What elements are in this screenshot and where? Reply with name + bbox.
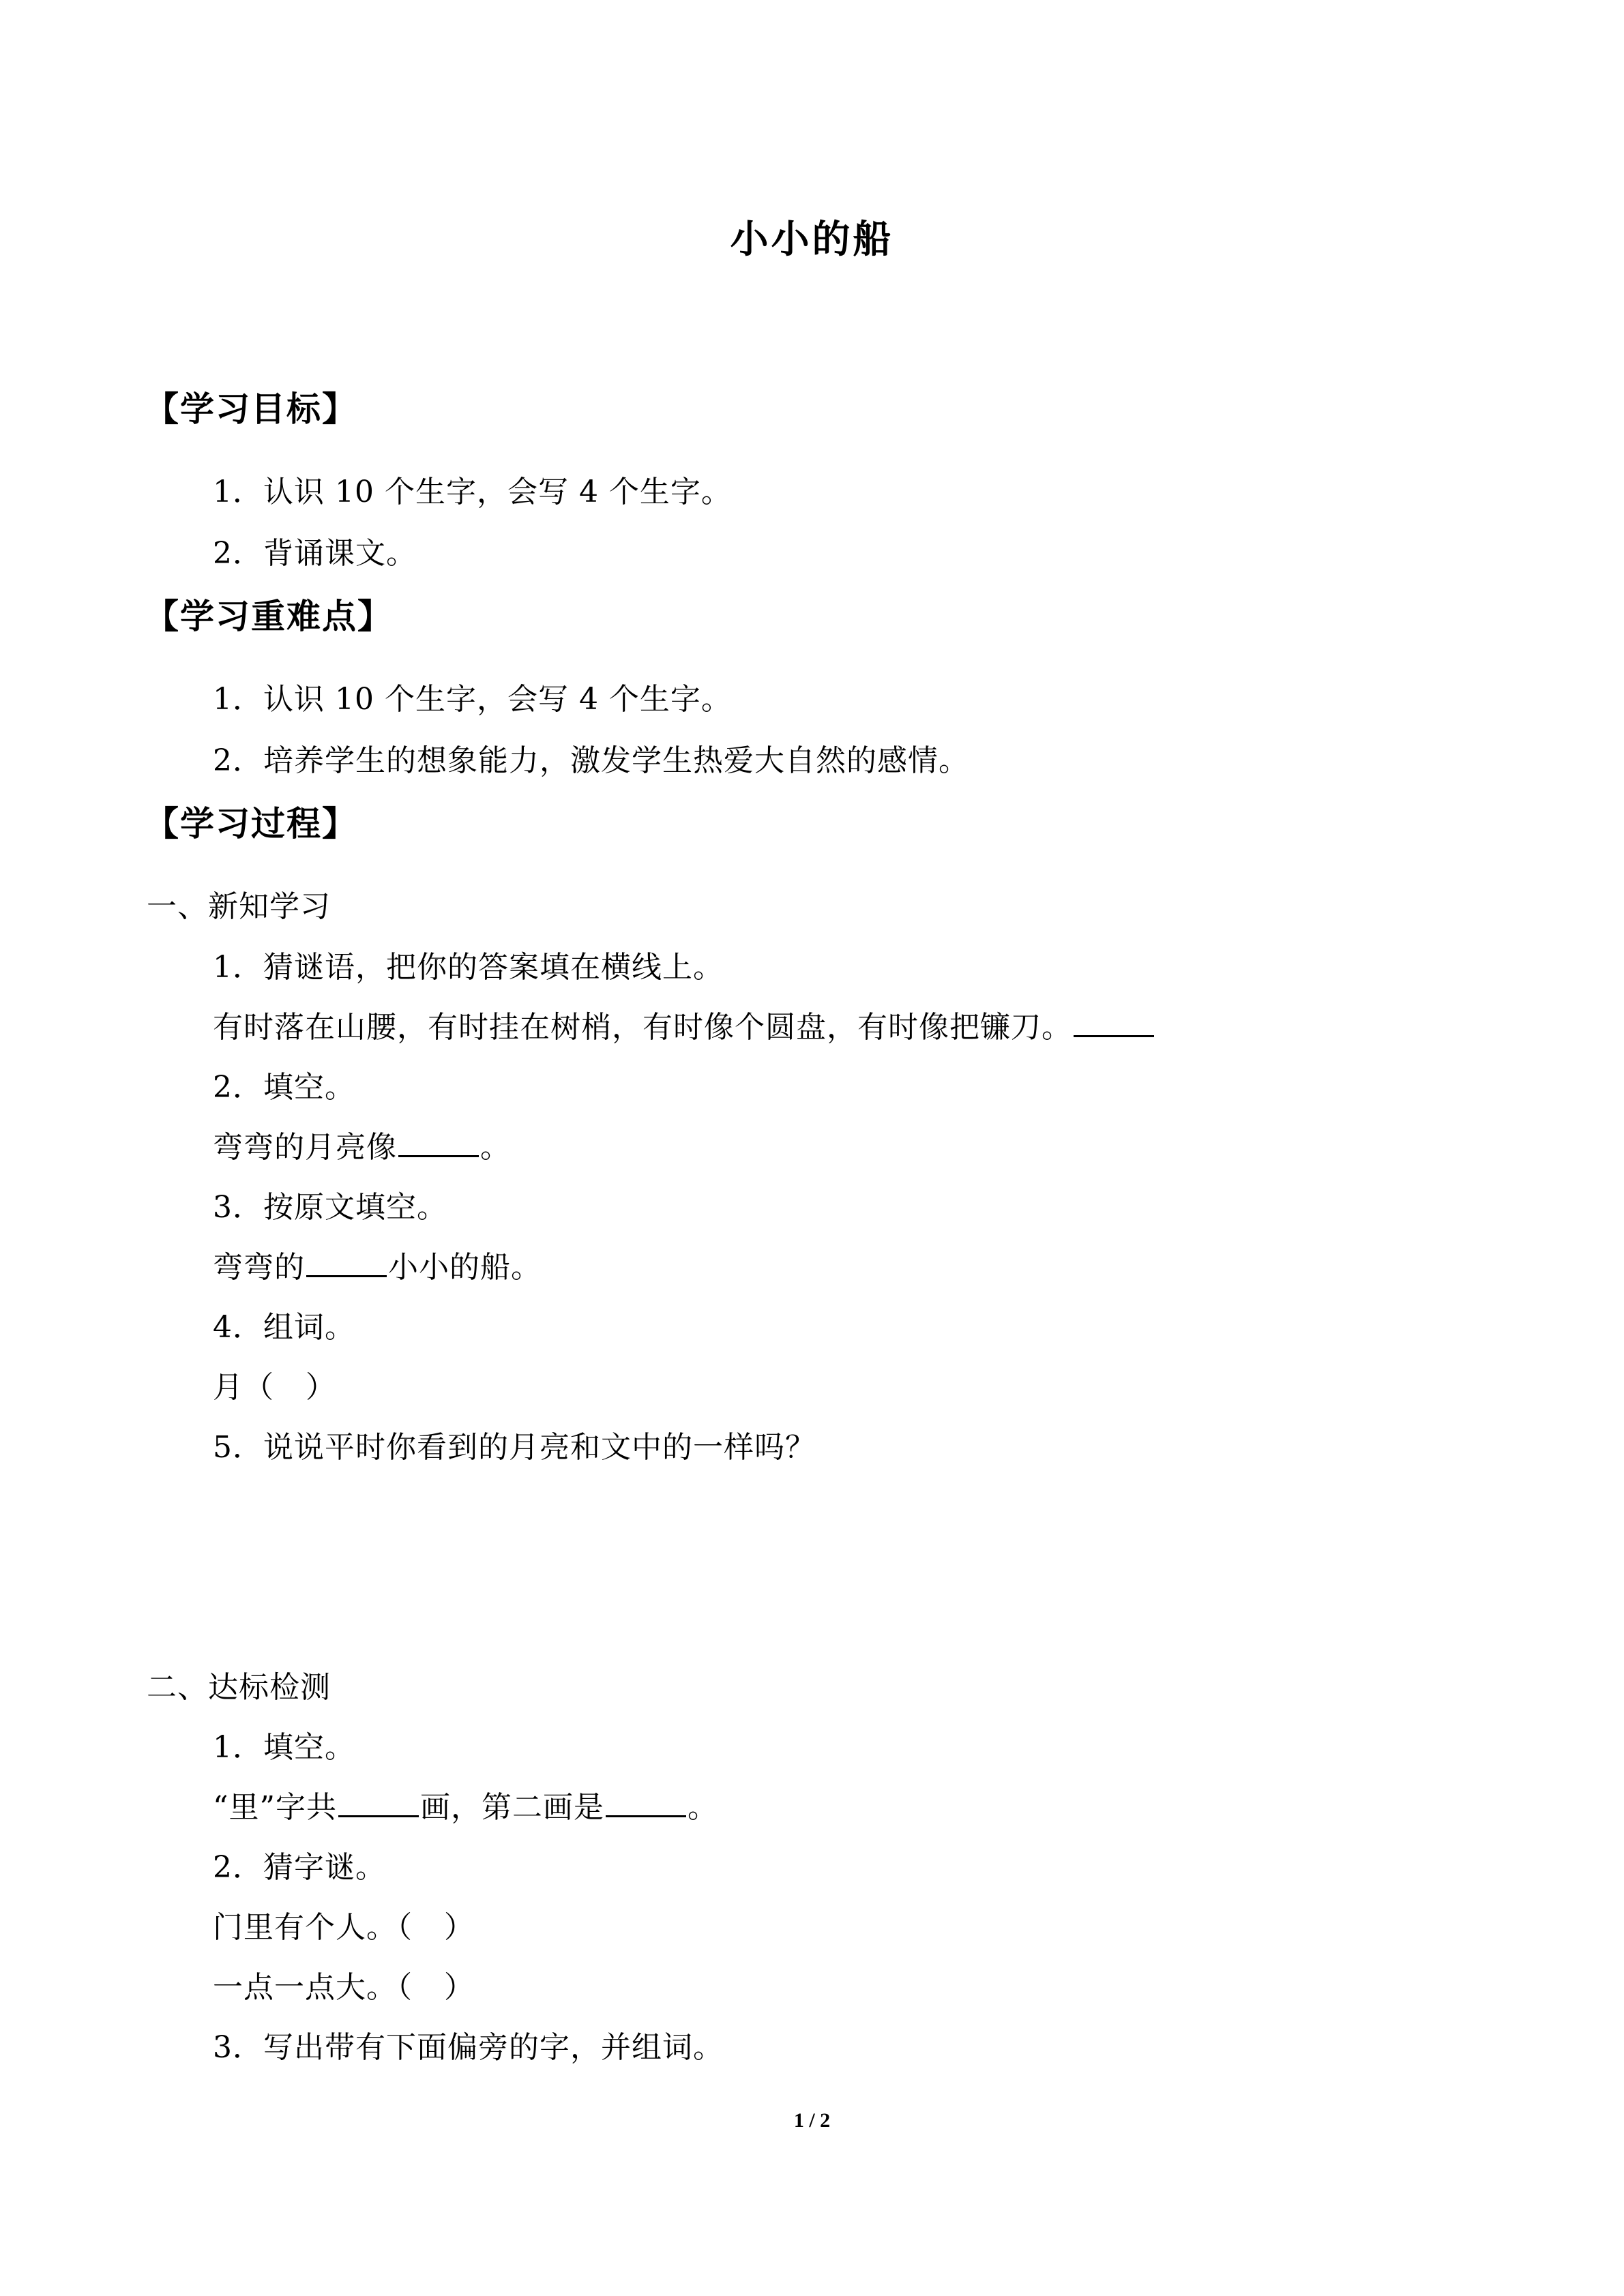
part1-q2-text (213, 1126, 511, 1169)
part2-q2-label: 2．猜字谜。 (213, 1850, 386, 1885)
answer-blank (1074, 1007, 1154, 1037)
part2-riddle1-text: 门里有个人。（ (213, 1910, 413, 1945)
section-heading-keypoints: 【学习重难点】 (145, 597, 393, 636)
part1-q2-text-a: 弯弯的月亮像 (213, 1130, 397, 1165)
part2-q1-label: 1．填空。 (213, 1730, 355, 1765)
part1-q4-label: 4．组词。 (213, 1310, 355, 1345)
goal-item-2: 2．背诵课文。 (213, 536, 417, 571)
part1-heading: 一、新知学习 (147, 889, 331, 924)
part1-q3-text-b: 小小的船。 (388, 1250, 542, 1285)
part2-q1-text-b: 画，第二画是 (420, 1790, 604, 1825)
part1-q4-text (213, 1366, 336, 1410)
keypoint-item-1: 1．认识 10 个生字，会写 4 个生字。 (213, 682, 732, 717)
section-heading-process: 【学习过程】 (145, 804, 357, 844)
keypoint-item-2: 2．培养学生的想象能力，激发学生热爱大自然的感情。 (213, 743, 969, 778)
part1-q3-text (213, 1246, 542, 1289)
page-number: 1 / 2 (793, 2109, 831, 2132)
goal-item-1: 1．认识 10 个生字，会写 4 个生字。 (213, 475, 732, 509)
part1-q1-riddle: 有时落在山腰，有时挂在树梢，有时像个圆盘，有时像把镰刀。 (213, 1010, 1072, 1045)
part2-q3-label: 3．写出带有下面偏旁的字，并组词。 (213, 2030, 724, 2065)
part1-q2-text-b: 。 (480, 1130, 511, 1165)
part2-q2-riddle-1 (213, 1906, 475, 1950)
part2-riddle2-text: 一点一点大。（ (213, 1970, 413, 2005)
answer-blank (306, 1247, 387, 1277)
part1-q2-label: 2．填空。 (213, 1070, 355, 1105)
answer-blank (606, 1787, 686, 1817)
section-heading-goals: 【学习目标】 (145, 389, 357, 429)
part2-q2-riddle-2 (213, 1966, 475, 2010)
part1-q4-text-a: 月（ (213, 1370, 274, 1405)
part2-riddle1-close: ） (444, 1910, 475, 1945)
part2-q1-text-a: “里”字共 (213, 1790, 337, 1825)
part1-q3-text-a: 弯弯的 (213, 1250, 305, 1285)
page-title: 小小的船 (730, 218, 894, 262)
answer-blank (398, 1127, 479, 1157)
part2-q1-text-c: 。 (688, 1790, 718, 1825)
part2-riddle2-close: ） (444, 1970, 475, 2005)
part1-q1-label: 1．猜谜语，把你的答案填在横线上。 (213, 950, 724, 985)
part2-q1-text (213, 1786, 718, 1830)
answer-blank (338, 1787, 419, 1817)
part1-q3-label: 3．按原文填空。 (213, 1190, 447, 1225)
part2-heading: 二、达标检测 (147, 1670, 331, 1705)
part1-q1-text (213, 1006, 1155, 1049)
part1-q5-label: 5．说说平时你看到的月亮和文中的一样吗？ (213, 1430, 816, 1465)
part1-q4-text-b: ） (306, 1370, 336, 1405)
